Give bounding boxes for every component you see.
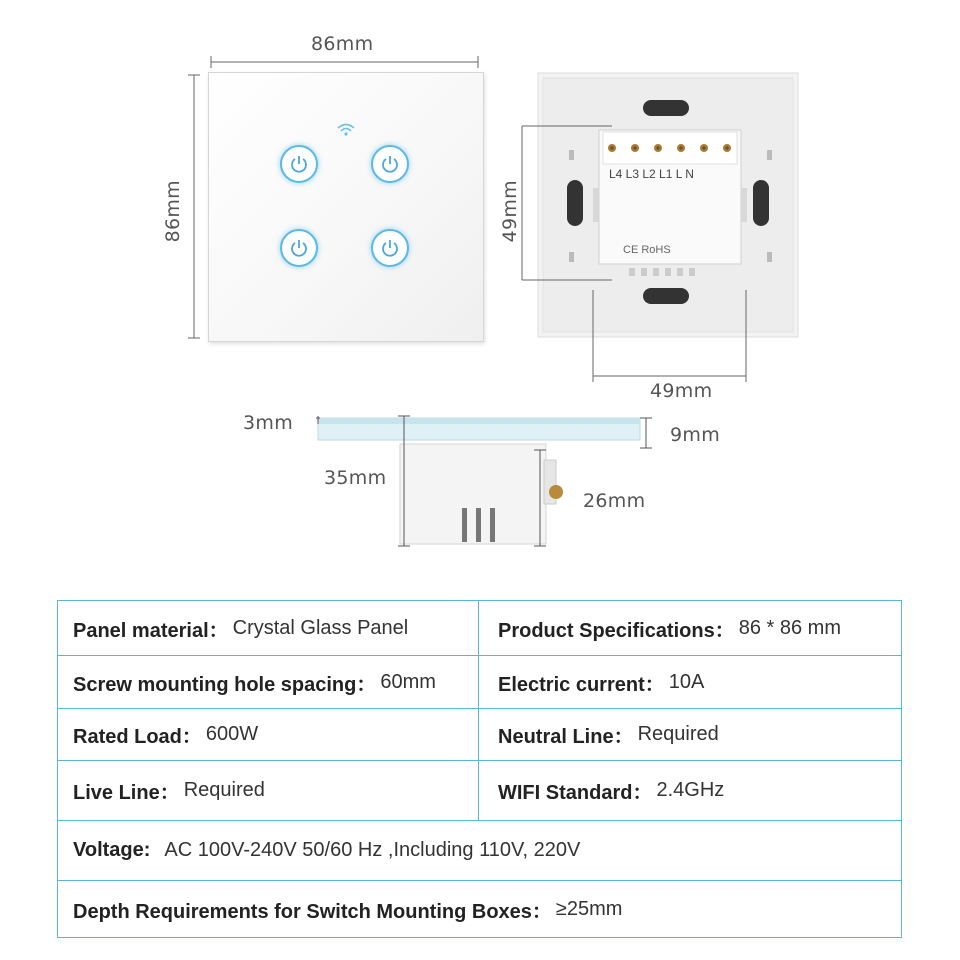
table-row — [58, 601, 901, 656]
power-icon — [289, 238, 309, 258]
switch-front-panel — [208, 72, 484, 342]
spec-cell-live-line — [58, 761, 479, 820]
front-width-dimension: 86mm — [311, 33, 374, 55]
spec-value: 60mm — [380, 670, 436, 693]
spec-cell-voltage — [58, 821, 901, 880]
panel-depth-dimension: 9mm — [670, 424, 721, 446]
touch-button-4[interactable] — [371, 229, 409, 267]
total-depth-dimension: 35mm — [324, 467, 387, 489]
touch-button-2[interactable] — [371, 145, 409, 183]
certification-marks: CE RoHS — [623, 244, 671, 256]
spec-cell-panel-material — [58, 601, 479, 655]
spec-label: Depth Requirements for Switch Mounting Boxes： — [73, 900, 552, 923]
spec-cell-neutral-line — [479, 709, 901, 760]
spec-value: 2.4GHz — [656, 779, 725, 801]
box-depth-dimension: 26mm — [583, 490, 646, 512]
front-height-dimension: 86mm — [162, 180, 184, 243]
table-row — [58, 881, 901, 937]
table-row — [58, 656, 901, 709]
power-icon — [289, 154, 309, 174]
spec-label: Electric current： — [498, 673, 665, 696]
spec-value: 10A — [668, 670, 705, 693]
touch-button-1[interactable] — [280, 145, 318, 183]
spec-label: Panel material： — [73, 619, 229, 642]
spec-value: 600W — [205, 723, 259, 745]
spec-value: ≥25mm — [555, 897, 623, 920]
specification-table — [57, 600, 902, 938]
back-dimension-lines — [500, 110, 760, 390]
back-width-dimension: 49mm — [650, 380, 713, 402]
glass-thickness-dimension: 3mm — [243, 412, 294, 434]
spec-value: Required — [637, 723, 719, 745]
spec-cell-depth-requirements — [58, 881, 901, 937]
table-row — [58, 709, 901, 761]
power-icon — [380, 154, 400, 174]
spec-cell-wifi-standard — [479, 761, 901, 820]
spec-cell-electric-current — [479, 656, 901, 708]
back-height-dimension: 49mm — [499, 180, 521, 243]
spec-value: AC 100V-240V 50/60 Hz ,Including 110V, 220V — [164, 839, 581, 861]
spec-label: Rated Load： — [73, 726, 202, 748]
spec-value: Required — [183, 779, 265, 801]
spec-cell-product-specifications — [479, 601, 901, 655]
spec-value: 86 * 86 mm — [738, 616, 841, 639]
table-row — [58, 821, 901, 881]
spec-label: Live Line： — [73, 782, 180, 804]
spec-value: Crystal Glass Panel — [232, 616, 409, 639]
power-icon — [380, 238, 400, 258]
spec-label: WIFI Standard： — [498, 782, 653, 804]
wifi-icon — [336, 123, 356, 137]
spec-cell-rated-load — [58, 709, 479, 760]
spec-label: Product Specifications： — [498, 619, 735, 642]
spec-cell-screw-spacing — [58, 656, 479, 708]
spec-label: Screw mounting hole spacing： — [73, 673, 377, 696]
spec-label: Voltage: — [73, 839, 151, 861]
table-row — [58, 761, 901, 821]
terminal-labels: L4 L3 L2 L1 L N — [609, 167, 694, 181]
touch-button-3[interactable] — [280, 229, 318, 267]
spec-label: Neutral Line： — [498, 726, 634, 748]
